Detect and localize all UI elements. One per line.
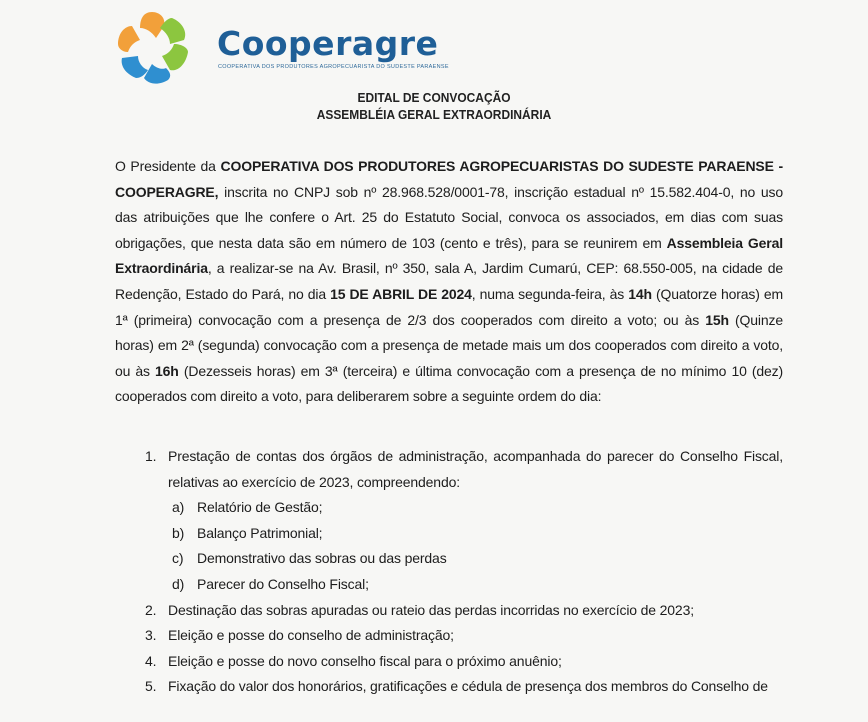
text-span: , numa segunda-feira, às — [471, 285, 629, 302]
agenda-item — [115, 649, 783, 675]
agenda-subitem — [115, 572, 783, 598]
agenda-item — [115, 444, 783, 495]
agenda-text: Destinação das sobras apuradas ou rateio das perdas incorridas no exercício de 2023; — [168, 601, 694, 618]
second-call-time: 15h — [705, 311, 729, 328]
text-span: O Presidente da — [115, 158, 221, 174]
agenda-item — [115, 598, 783, 624]
text-span: , a realizar-se na Av. Brasil, nº 350, sala A, Jardim Cumarú, CEP: 68.550-005, na cidade de Redenção, Estado do Pará, no dia — [115, 260, 783, 302]
agenda-number: 3. — [145, 627, 157, 644]
document-subtitle: ASSEMBLÉIA GERAL EXTRAORDINÁRIA — [316, 107, 552, 122]
text-span: (Dezesseis horas) em 3ª (terceira) e última convocação com a presença de no mínimo 10 (dez) cooperados com direito a voto, para deliberarem sobre a seguinte ordem do dia: — [115, 362, 783, 405]
third-call-time: 16h — [155, 362, 179, 379]
agenda-item — [115, 623, 783, 649]
convocation-paragraph — [115, 154, 783, 410]
subitem-text: Balanço Patrimonial; — [197, 524, 323, 541]
agenda-text: Prestação de contas dos órgãos de administração, acompanhada do parecer do Conselho Fiscal, relativas ao exercício de 2023, compreendendo: — [168, 448, 783, 490]
subitem-letter: a) — [172, 499, 185, 516]
agenda-number: 2. — [145, 601, 157, 618]
subitem-letter: d) — [172, 575, 185, 592]
logo-subtitle: COOPERATIVA DOS PRODUTORES AGROPECUARISTA DO SUDESTE PARAENSE — [218, 64, 449, 70]
cooperative-name: COOPERATIVA DOS PRODUTORES AGROPECUARISTAS DO SUDESTE PARAENSE - COOPERAGRE, — [115, 158, 783, 200]
agenda-text: Fixação do valor dos honorários, gratificações e cédula de presença dos membros do Conselho de — [168, 678, 768, 695]
agenda-text: Eleição e posse do novo conselho fiscal para o próximo anuênio; — [168, 652, 562, 669]
text-span: (Quinze horas) em 2ª (segunda) convocação com a presença de metade mais um dos cooperados com direito a voto, ou às — [115, 311, 783, 379]
agenda-text: Eleição e posse do conselho de administração; — [168, 627, 454, 644]
text-span: (Quatorze horas) em 1ª (primeira) convocação com a presença de 2/3 dos cooperados com direito a voto; ou às — [115, 285, 783, 328]
agenda-number: 4. — [145, 652, 157, 669]
agenda-list — [115, 444, 783, 700]
agenda-number: 1. — [145, 448, 157, 464]
cooperagre-logo-icon — [112, 8, 192, 86]
agenda-number: 5. — [145, 678, 157, 695]
subitem-text: Relatório de Gestão; — [197, 499, 323, 516]
subitem-letter: b) — [172, 524, 185, 541]
assembly-date: 15 DE ABRIL DE 2024 — [330, 285, 472, 302]
assembly-type: Assembleia Geral Extraordinária — [115, 234, 783, 277]
subitem-text: Parecer do Conselho Fiscal; — [197, 575, 369, 592]
text-span: inscrita no CNPJ sob nº 28.968.528/0001-78, inscrição estadual nº 15.582.404-0, no uso das atribuições que lhe confere o Art. 25 do Estatuto Social, convoca os associados, em dias com suas obrigações, que nesta data são em número de 103 (cento e três), para se reunirem em — [115, 183, 783, 251]
agenda-subitem — [115, 546, 783, 572]
agenda-subitem — [115, 495, 783, 521]
first-call-time: 14h — [628, 285, 652, 302]
subitem-text: Demonstrativo das sobras ou das perdas — [197, 550, 447, 567]
subitem-letter: c) — [172, 550, 184, 567]
logo-wordmark: Cooperagre — [217, 24, 439, 63]
agenda-subitem — [115, 521, 783, 547]
agenda-item — [115, 674, 783, 700]
document-title: EDITAL DE CONVOCAÇÃO — [357, 90, 511, 105]
